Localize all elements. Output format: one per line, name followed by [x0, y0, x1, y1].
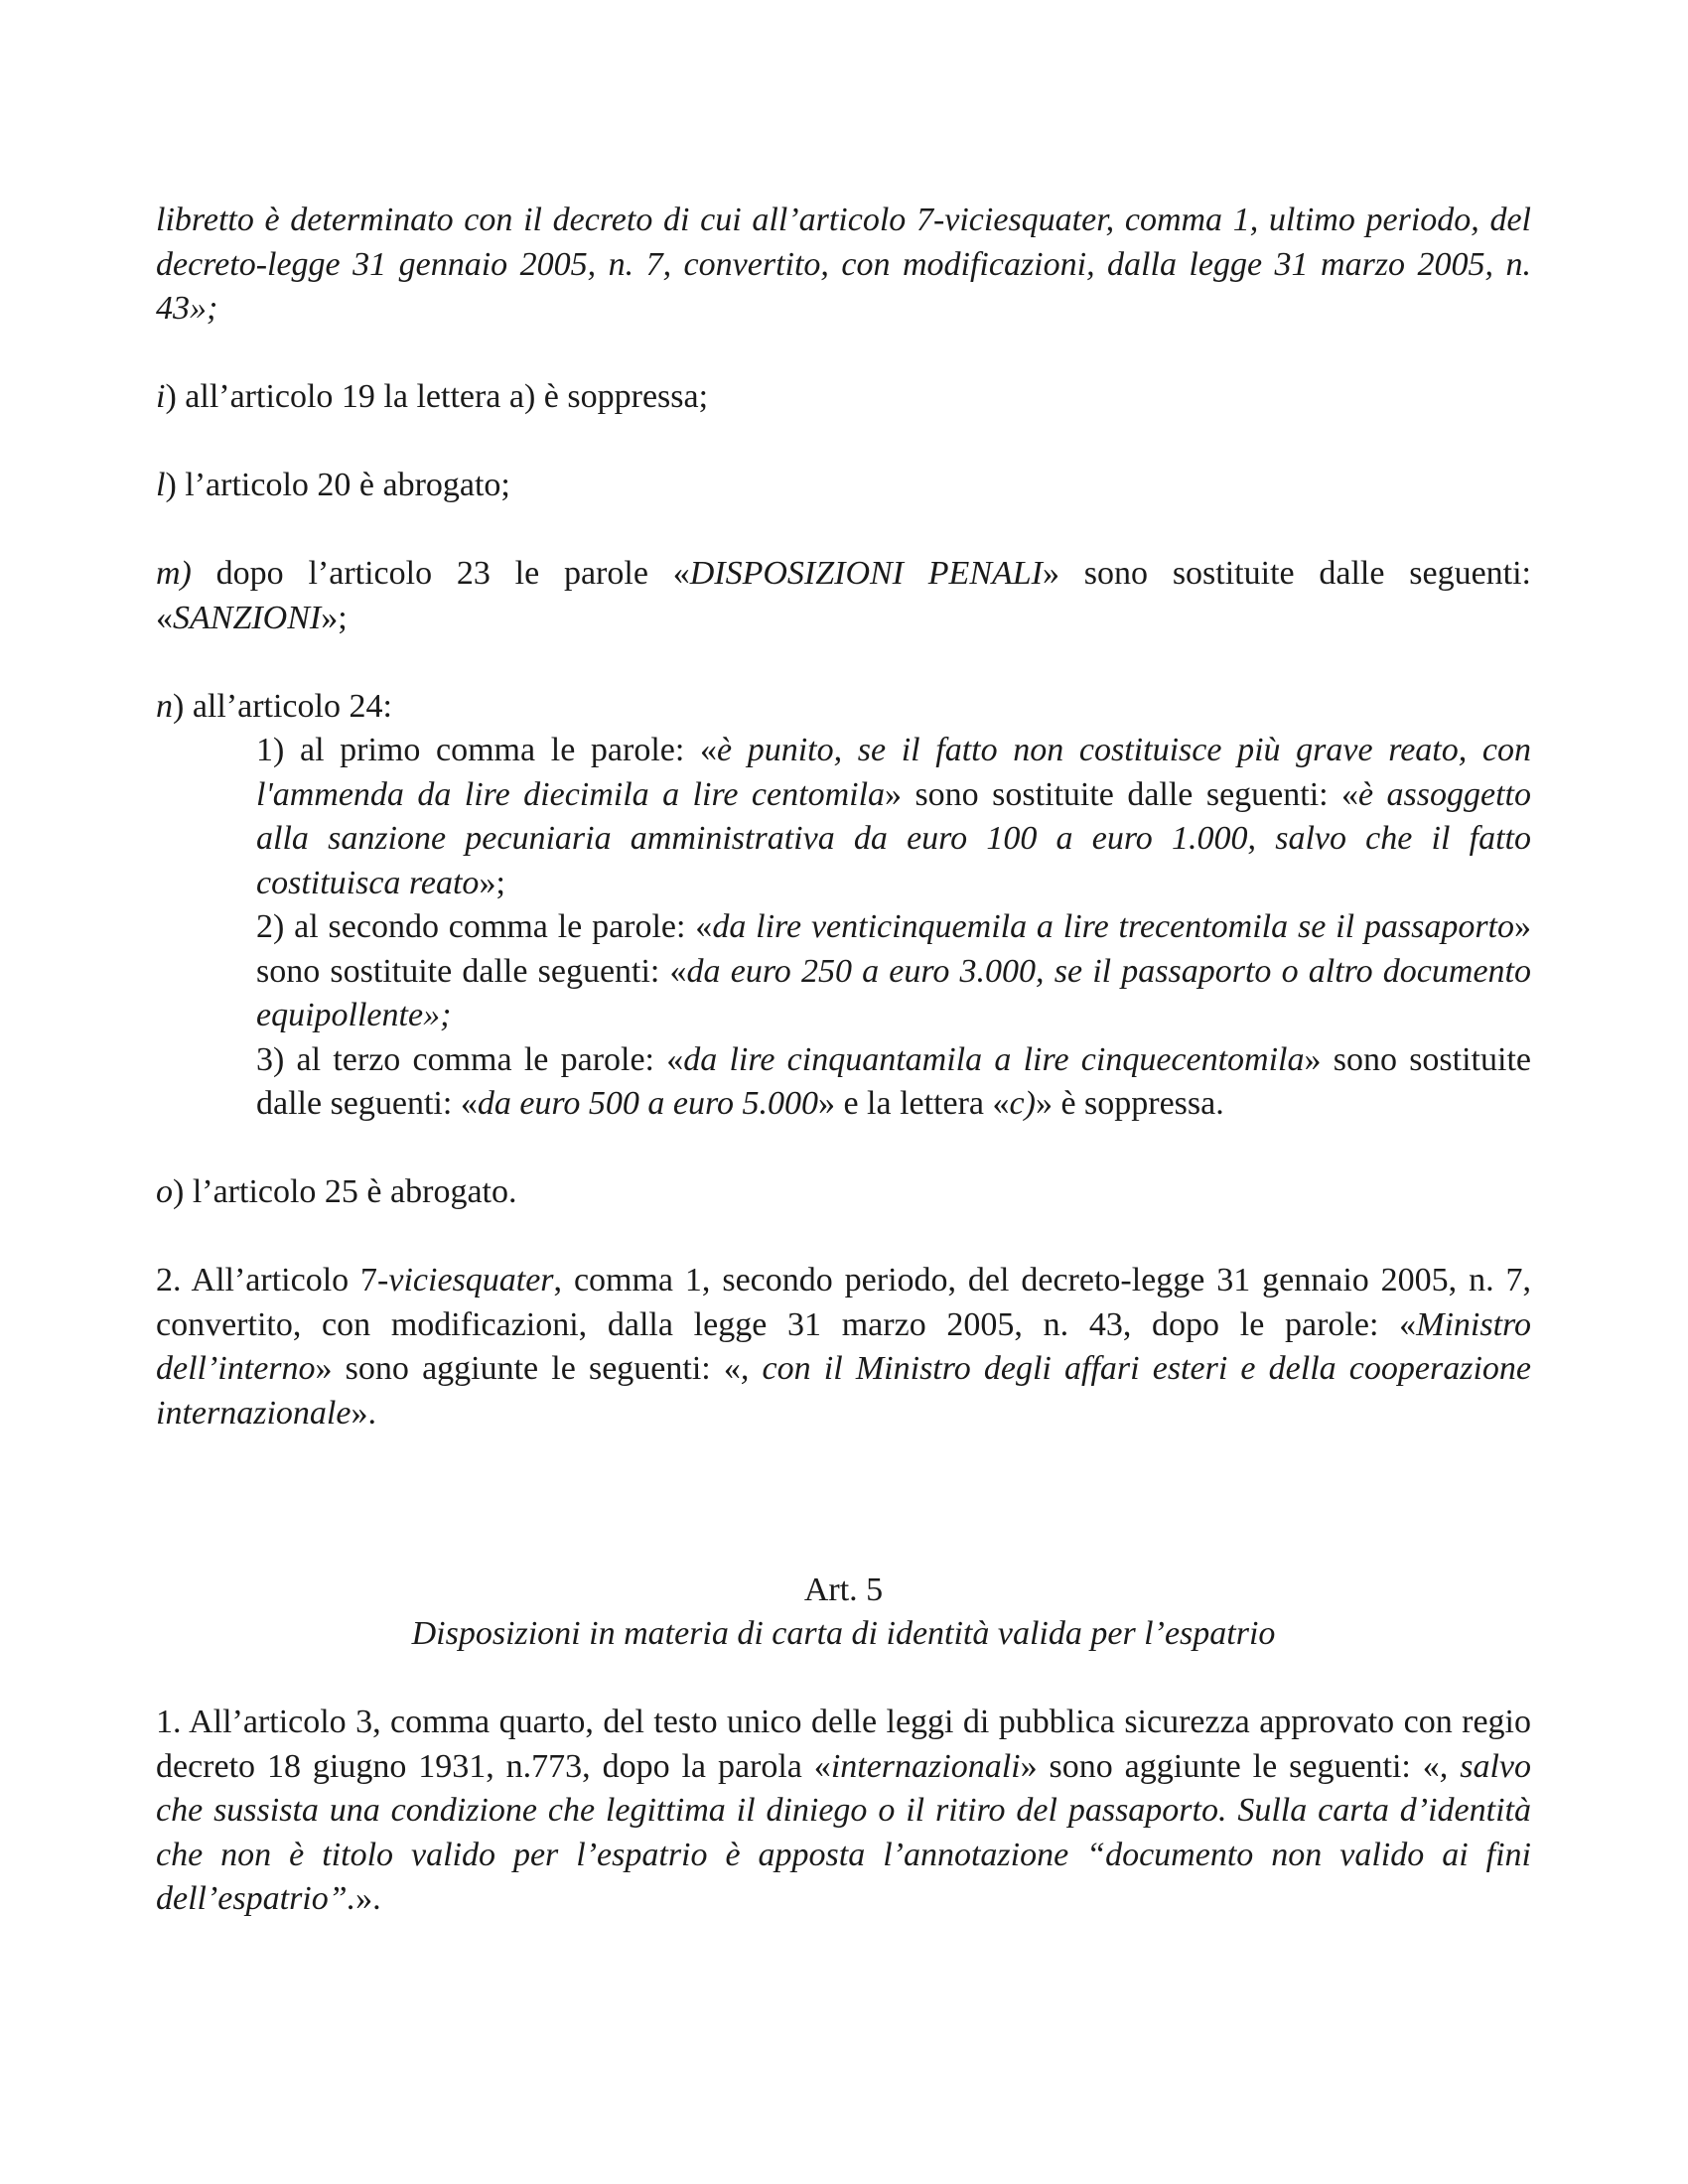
- item-n: [156, 685, 1531, 730]
- quoted-text: SANZIONI: [173, 599, 322, 636]
- document-page: [156, 199, 1531, 1922]
- item-text: ) l’articolo 20 è abrogato;: [165, 467, 510, 503]
- text-run: » sono aggiunte le seguenti: «: [1020, 1747, 1440, 1785]
- text-run: » sono sostituite dalle seguenti: «: [156, 555, 1531, 636]
- text-run: 2. All’articolo 7-: [156, 1262, 389, 1298]
- quoted-text: c): [1009, 1085, 1036, 1122]
- paragraph-2: [156, 1259, 1531, 1435]
- intro-quoted-text: libretto è determinato con il decreto di cui all’articolo 7-viciesquater, comma 1, ultimo periodo, del decreto-legge 31 gennaio 2005, n. 7, convertito, con modificazioni, dalla legge 31 marzo 2005, n. 43»;: [156, 202, 1531, 327]
- item-letter: m): [156, 555, 192, 592]
- text-run: 1) al primo comma le parole: «: [256, 732, 717, 768]
- item-letter: i: [156, 378, 166, 415]
- quoted-text: è punito, se il fatto non costituisce più grave reato, con l'ammenda da lire diecimila a lire centomila: [256, 732, 1531, 813]
- quoted-text: viciesquater: [388, 1262, 554, 1298]
- item-n-sub-1: [156, 729, 1531, 905]
- text-run: »;: [479, 864, 505, 901]
- text-run: ».: [355, 1880, 381, 1917]
- text-run: » e la lettera «: [817, 1085, 1010, 1122]
- intro-paragraph: [156, 199, 1531, 332]
- text-run: 2) al secondo comma le parole: «: [256, 908, 713, 945]
- text-run: ».: [351, 1394, 376, 1432]
- text-run: » sono sostituite dalle seguenti: «: [256, 1040, 1531, 1122]
- quoted-text: da euro 500 a euro 5.000: [477, 1085, 818, 1122]
- item-text: ) all’articolo 24:: [173, 687, 392, 725]
- text-run: 3) al terzo comma le parole: «: [256, 1040, 684, 1078]
- article-heading: Art. 5: [803, 1570, 884, 1608]
- quoted-text: è assoggetto alla sanzione pecuniaria amministrativa da euro 100 a euro 1.000, salvo che il fatto costituisca reato: [256, 775, 1532, 901]
- article-subheading: [156, 1612, 1531, 1657]
- quoted-text: da lire venticinquemila a lire trecentomila se il passaporto: [712, 908, 1515, 945]
- item-l: [156, 464, 1531, 508]
- text-run: »;: [321, 599, 348, 636]
- item-text: ) l’articolo 25 è abrogato.: [173, 1173, 517, 1210]
- item-letter: o: [156, 1173, 173, 1210]
- text-run: » sono aggiunte le seguenti: «: [315, 1350, 741, 1387]
- quoted-text: da lire cinquantamila a lire cinquecentomila: [683, 1040, 1305, 1078]
- item-i: [156, 375, 1531, 420]
- text-run: »;: [423, 997, 452, 1033]
- article-5-paragraph-1: [156, 1701, 1531, 1922]
- text-run: 1. All’articolo 3, comma quarto, del testo unico delle leggi di pubblica sicurezza approvato con regio decreto 18 giugno 1931, n.773, dopo la parola «: [156, 1704, 1531, 1785]
- text-run: » è soppressa.: [1035, 1085, 1224, 1122]
- item-n-sub-2: [156, 905, 1531, 1038]
- text-run: , comma 1, secondo periodo, del decreto-legge 31 gennaio 2005, n. 7, convertito, con modificazioni, dalla legge 31 marzo 2005, n. 43, dopo le parole: «: [156, 1262, 1531, 1343]
- item-letter: n: [156, 687, 173, 725]
- quoted-text: Ministro dell’interno: [156, 1305, 1531, 1387]
- article-subheading-text: Disposizioni in materia di carta di identità valida per l’espatrio: [411, 1615, 1276, 1652]
- quoted-text: , salvo che sussista una condizione che legittima il diniego o il ritiro del passaporto. Sulla carta d’identità che non è titolo valido per l’espatrio è apposta l’annotazione “documento non valido ai fini dell’espatrio”.: [156, 1747, 1531, 1917]
- text-run: » sono sostituite dalle seguenti: «: [256, 908, 1532, 990]
- quoted-text: DISPOSIZIONI PENALI: [689, 555, 1044, 592]
- quoted-text: da euro 250 a euro 3.000, se il passaporto o altro documento equipollente: [256, 952, 1531, 1033]
- item-m: [156, 552, 1531, 640]
- item-n-sub-3: [156, 1038, 1531, 1127]
- quoted-text: , con il Ministro degli affari esteri e della cooperazione internazionale: [156, 1350, 1531, 1432]
- item-letter: l: [156, 467, 166, 503]
- item-o: [156, 1170, 1531, 1215]
- quoted-text: internazionali: [830, 1747, 1021, 1785]
- item-text: ) all’articolo 19 la lettera a) è soppressa;: [165, 378, 709, 415]
- text-run: dopo l’articolo 23 le parole «: [191, 555, 690, 592]
- text-run: » sono sostituite dalle seguenti: «: [885, 775, 1359, 813]
